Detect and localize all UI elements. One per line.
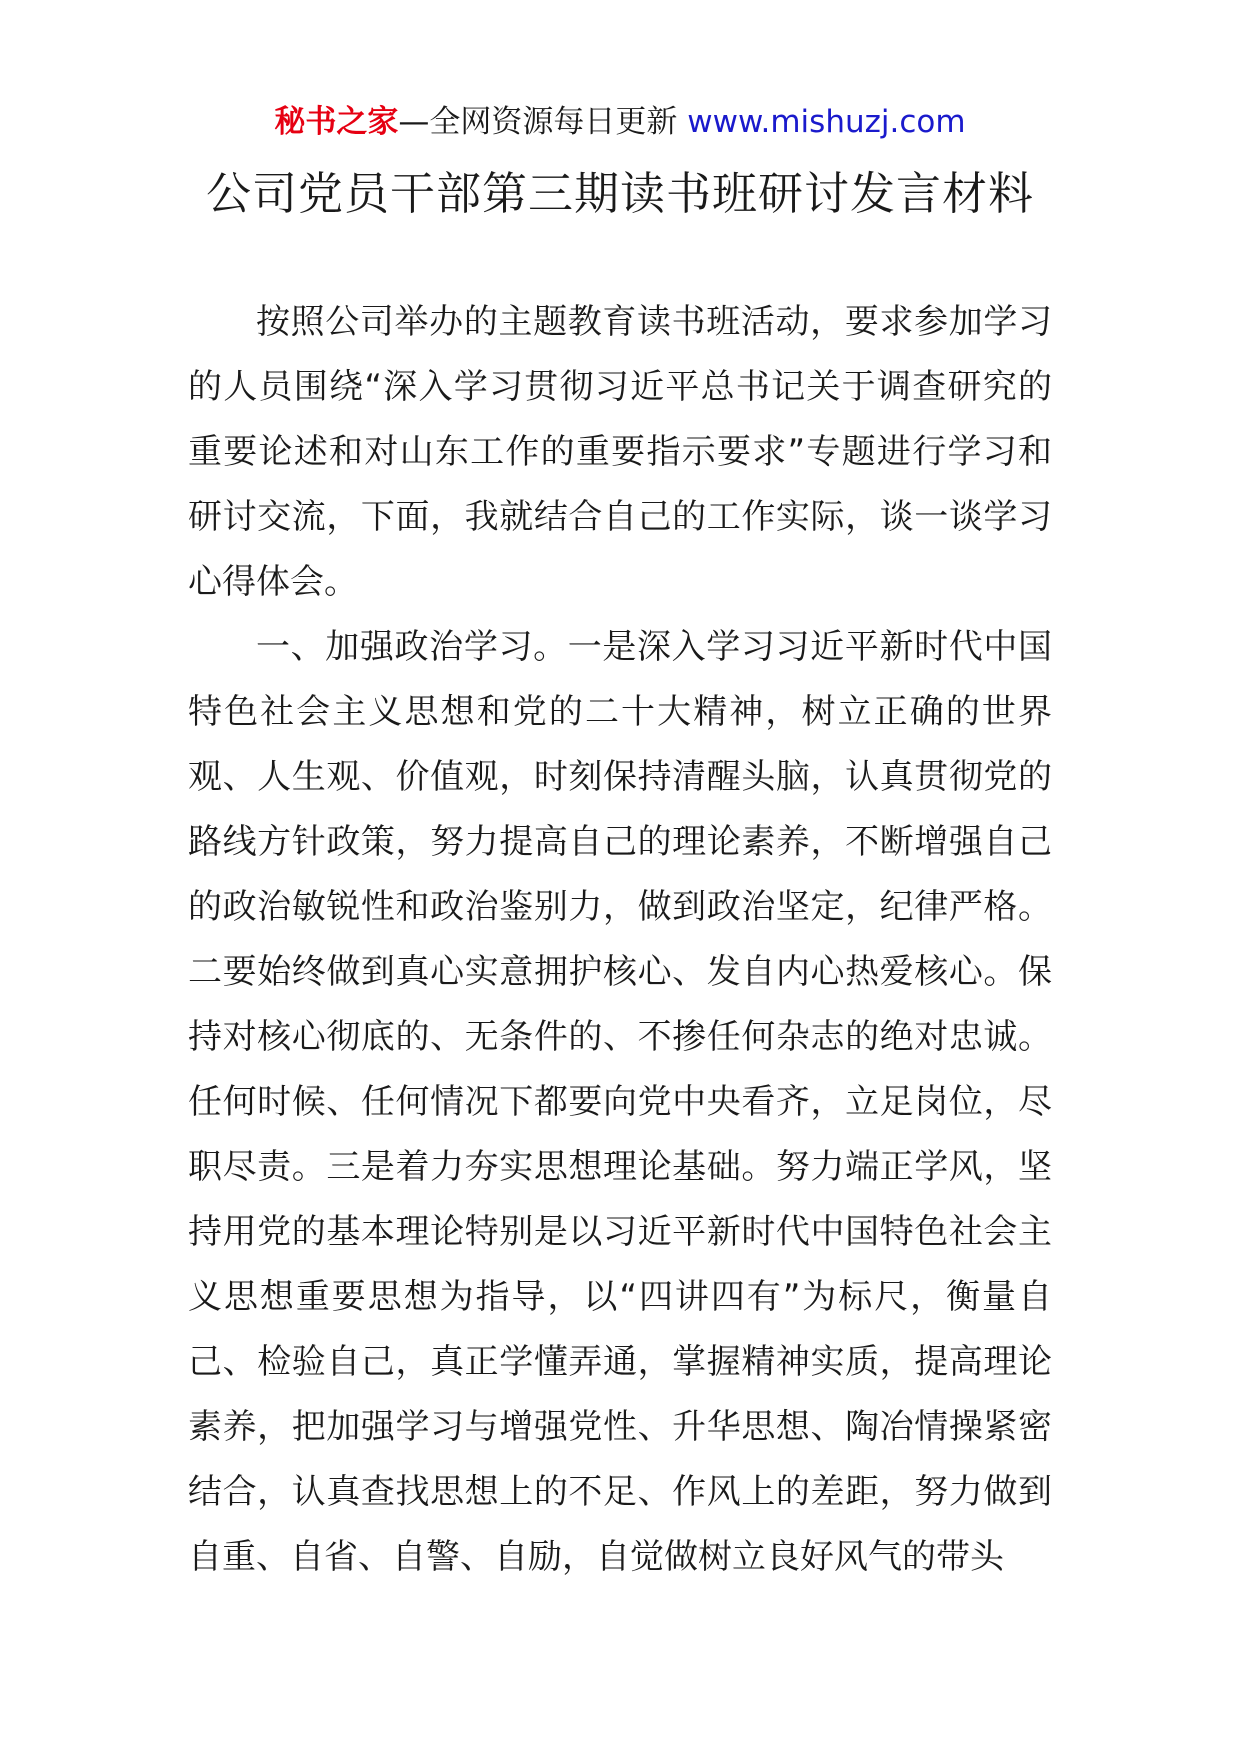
body-paragraph-section-1: 一、加强政治学习。一是深入学习习近平新时代中国特色社会主义思想和党的二十大精神，树立正确的世界观、人生观、价值观，时刻保持清醒头脑，认真贯彻党的路线方针政策，努力提高自己的理论素养，不断增强自己的政治敏锐性和政治鉴别力，做到政治坚定，纪律严格。二要始终做到真心实意拥护核心、发自内心热爱核心。保持对核心彻底的、无条件的、不掺任何杂志的绝对忠诚。任何时候、任何情况下都要向党中央看齐，立足岗位，尽职尽责。三是着力夯实思想理论基础。努力端正学风，坚持用党的基本理论特别是以习近平新时代中国特色社会主义思想重要思想为指导，以“四讲四有”为标尺，衡量自己、检验自己，真正学懂弄通，掌握精神实质，提高理论素养，把加强学习与增强党性、升华思想、陶冶情操紧密结合，认真查找思想上的不足、作风上的差距，努力做到自重、自省、自警、自励，自觉做树立良好风气的带头: [188, 627, 1052, 1577]
document-body: [188, 290, 1052, 1590]
site-slogan: —全网资源每日更新: [398, 104, 688, 140]
site-url-link[interactable]: www.mishuzj.com: [687, 104, 966, 140]
body-paragraph-intro: 按照公司举办的主题教育读书班活动，要求参加学习的人员围绕“深入学习贯彻习近平总书记关于调查研究的重要论述和对山东工作的重要指示要求”专题进行学习和研讨交流，下面，我就结合自己的工作实际，谈一谈学习心得体会。: [188, 302, 1052, 602]
site-header: [0, 102, 1240, 142]
brand-name: 秘书之家: [274, 104, 399, 140]
document-title: 公司党员干部第三期读书班研讨发言材料: [205, 167, 1034, 220]
